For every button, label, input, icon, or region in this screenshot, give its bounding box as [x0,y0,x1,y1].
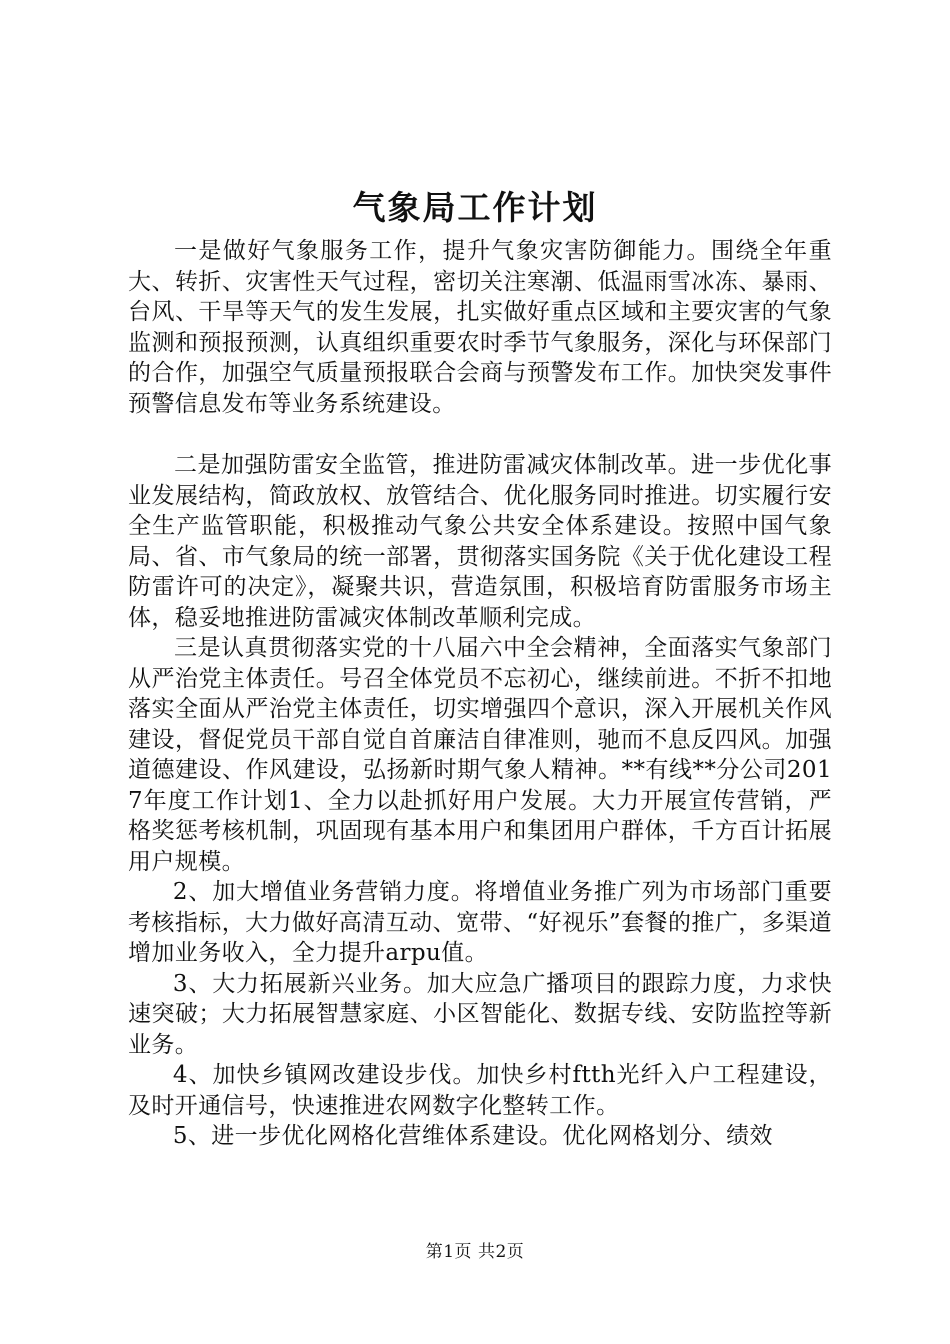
paragraph-6: 4、加快乡镇网改建设步伐。加快乡村ftth光纤入户工程建设，及时开通信号，快速推进农网数字化整转工作。 [128,1062,832,1119]
paragraph-5: 3、大力拓展新兴业务。加大应急广播项目的跟踪力度，力求快速突破；大力拓展智慧家庭、小区智能化、数据专线、安防监控等新业务。 [128,970,832,1058]
paragraph-4: 2、加大增值业务营销力度。将增值业务推广列为市场部门重要考核指标，大力做好高清互动、宽带、“好视乐”套餐的推广，多渠道增加业务收入，全力提升arpu值。 [128,879,832,966]
page-number-footer: 第1页 共2页 [425,1242,525,1262]
paragraph-7: 5、进一步优化网格化营维体系建设。优化网格划分、绩效 [172,1123,773,1149]
document-body [128,236,832,1152]
paragraph-1: 一是做好气象服务工作，提升气象灾害防御能力。围绕全年重大、转折、灾害性天气过程，密切关注寒潮、低温雨雪冰冻、暴雨、台风、干旱等天气的发生发展，扎实做好重点区域和主要灾害的气象监测和预报预测，认真组织重要农时季节气象服务，深化与环保部门的合作，加强空气质量预报联合会商与预警发布工作。加快突发事件预警信息发布等业务系统建设。 [128,238,832,417]
paragraph-3: 三是认真贯彻落实党的十八届六中全会精神，全面落实气象部门从严治党主体责任。号召全体党员不忘初心，继续前进。不折不扣地落实全面从严治党主体责任，切实增强四个意识，深入开展机关作风建设，督促党员干部自觉自首廉洁自律准则，驰而不息反四风。加强道德建设、作风建设，弘扬新时期气象人精神。**有线**分公司2017年度工作计划1、全力以赴抓好用户发展。大力开展宣传营销，严格奖惩考核机制，巩固现有基本用户和集团用户群体，千方百计拓展用户规模。 [128,635,832,875]
paragraph-2: 二是加强防雷安全监管，推进防雷减灾体制改革。进一步优化事业发展结构，简政放权、放管结合、优化服务同时推进。切实履行安全生产监管职能，积极推动气象公共安全体系建设。按照中国气象局、省、市气象局的统一部署，贯彻落实国务院《关于优化建设工程防雷许可的决定》，凝聚共识，营造氛围，积极培育防雷服务市场主体，稳妥地推进防雷减灾体制改革顺利完成。 [128,452,832,631]
page-title: 气象局工作计划 [352,188,598,227]
